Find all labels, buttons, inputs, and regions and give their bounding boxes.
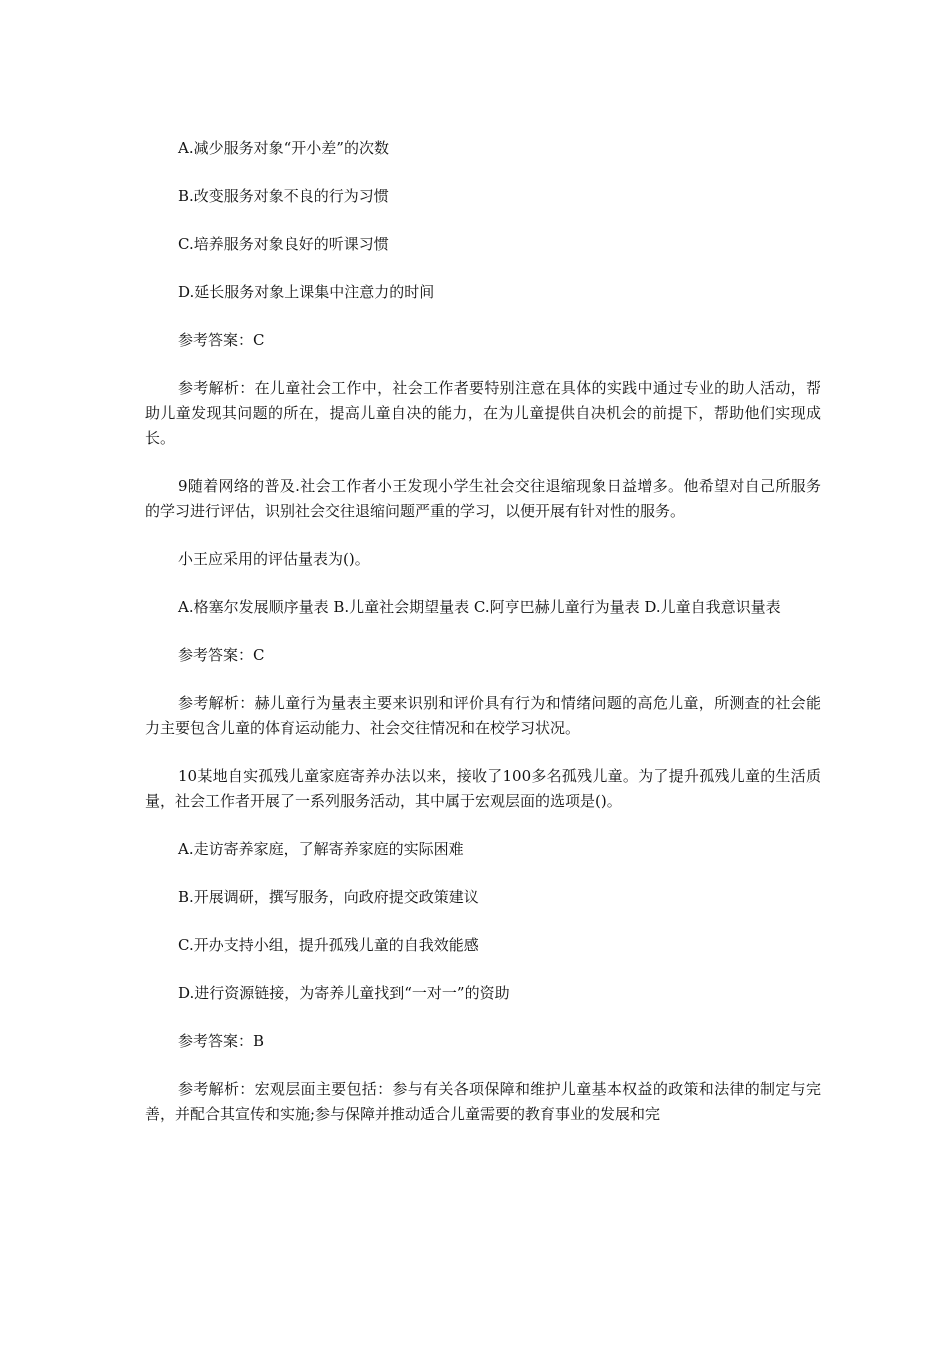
- option-a-q8: A.减少服务对象“开小差”的次数: [178, 139, 389, 157]
- question-9-stem: 9随着网络的普及.社会工作者小王发现小学生社会交往退缩现象日益增多。他希望对自己所服务的学习进行评估，识别社会交往退缩问题严重的学习，以便开展有针对性的服务。: [145, 477, 821, 520]
- option-b-q10: B.开展调研，撰写服务，向政府提交政策建议: [178, 888, 479, 906]
- document-page: [145, 136, 821, 1150]
- question-9-prompt: 小王应采用的评估量表为()。: [178, 550, 370, 568]
- option-d-q10: D.进行资源链接，为寄养儿童找到“一对一”的资助: [178, 984, 510, 1002]
- answer-q8: 参考答案：C: [178, 331, 265, 349]
- analysis-q9: 参考解析：赫儿童行为量表主要来识别和评价具有行为和情绪问题的高危儿童，所测查的社会能力主要包含儿童的体育运动能力、社会交往情况和在校学习状况。: [145, 694, 821, 737]
- answer-q9: 参考答案：C: [178, 646, 265, 664]
- option-a-q10: A.走访寄养家庭，了解寄养家庭的实际困难: [178, 840, 464, 858]
- analysis-q8: 参考解析：在儿童社会工作中，社会工作者要特别注意在具体的实践中通过专业的助人活动，帮助儿童发现其问题的所在，提高儿童自决的能力，在为儿童提供自决机会的前提下，帮助他们实现成长。: [145, 379, 821, 447]
- option-c-q10: C.开办支持小组，提升孤残儿童的自我效能感: [178, 936, 479, 954]
- answer-q10: 参考答案：B: [178, 1032, 265, 1050]
- question-10-stem: 10某地自实孤残儿童家庭寄养办法以来，接收了100多名孤残儿童。为了提升孤残儿童的生活质量，社会工作者开展了一系列服务活动，其中属于宏观层面的选项是()。: [145, 767, 821, 810]
- analysis-q10: 参考解析：宏观层面主要包括：参与有关各项保障和维护儿童基本权益的政策和法律的制定与完善，并配合其宣传和实施;参与保障并推动适合儿童需要的教育事业的发展和完: [145, 1080, 821, 1123]
- option-c-q8: C.培养服务对象良好的听课习惯: [178, 235, 389, 253]
- option-d-q8: D.延长服务对象上课集中注意力的时间: [178, 283, 435, 301]
- option-b-q8: B.改变服务对象不良的行为习惯: [178, 187, 389, 205]
- options-q9: A.格塞尔发展顺序量表 B.儿童社会期望量表 C.阿亨巴赫儿童行为量表 D.儿童自我意识量表: [178, 598, 781, 616]
